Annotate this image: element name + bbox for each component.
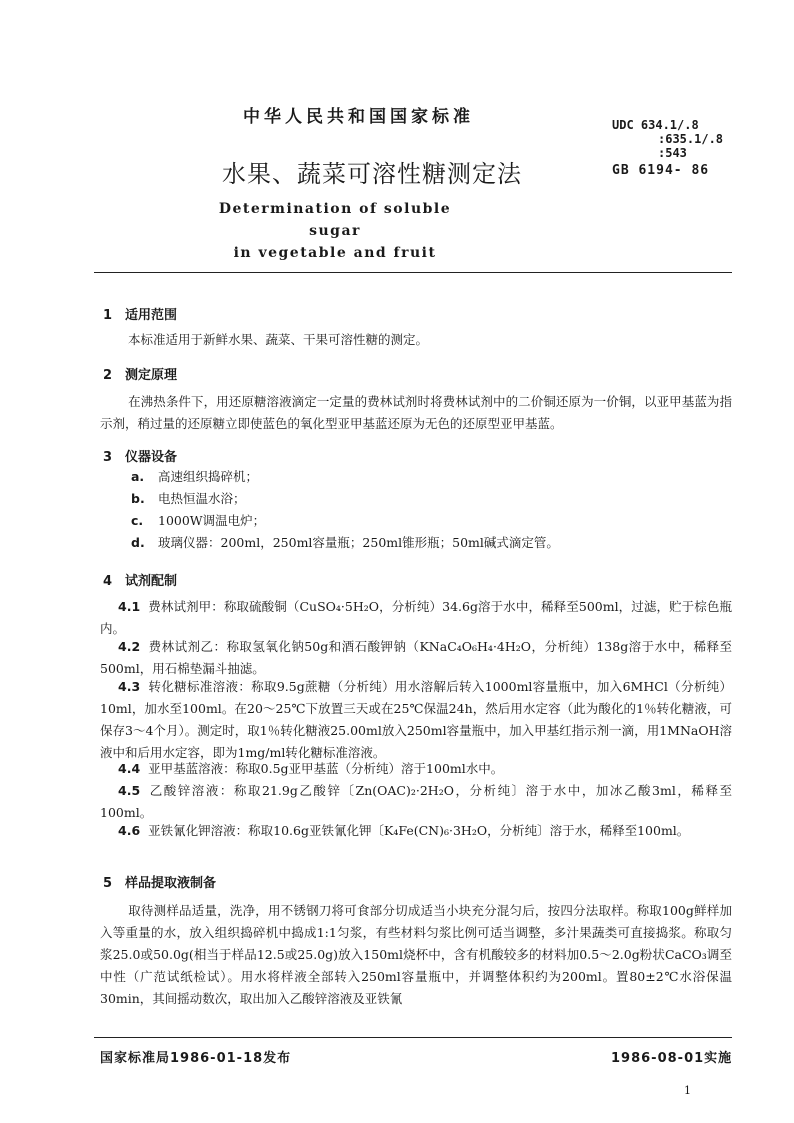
- standard-title-cn: 水果、蔬菜可溶性糖测定法: [222, 160, 522, 188]
- section-1-body: [100, 329, 732, 351]
- equipment-item: [131, 467, 258, 485]
- list-marker: d.: [131, 535, 145, 550]
- paragraph-text: 亚铁氰化钾溶液：称取10.6g亚铁氰化钾〔K₄Fe(CN)₆·3H₂O，分析纯〕溶于水，稀释至100ml。: [148, 823, 690, 838]
- section-3-heading: [103, 446, 177, 465]
- standard-title-en: [200, 198, 470, 264]
- paragraph-text: 费林试剂甲：称取硫酸铜（CuSO₄·5H₂O，分析纯）34.6g溶于水中，稀释至500ml，过滤，贮于棕色瓶内。: [100, 599, 732, 636]
- list-text: 高速组织捣碎机；: [158, 469, 259, 484]
- list-marker: b.: [131, 491, 145, 506]
- reagent-4-5: [100, 780, 732, 824]
- reagent-4-2: [100, 636, 732, 680]
- paragraph-text: 亚甲基蓝溶液：称取0.5g亚甲基蓝（分析纯）溶于100ml水中。: [148, 761, 504, 776]
- gb-standard-code: GB 6194- 86: [612, 163, 710, 178]
- reagent-4-4: [100, 758, 732, 780]
- page-number: 1: [684, 1084, 691, 1097]
- section-number: 1: [103, 308, 113, 323]
- title-en-line-1: Determination of soluble sugar: [218, 201, 452, 239]
- issuing-body-title: 中华人民共和国国家标准: [243, 107, 474, 127]
- section-5-body: [100, 900, 732, 1010]
- equipment-item: [131, 489, 246, 507]
- list-text: 电热恒温水浴；: [158, 491, 246, 506]
- header-divider: [94, 272, 732, 273]
- paragraph-text: 本标准适用于新鲜水果、蔬菜、干果可溶性糖的测定。: [128, 332, 429, 347]
- section-2-heading: [103, 364, 177, 383]
- equipment-item: [131, 511, 265, 529]
- clause-number: 4.6: [118, 823, 141, 838]
- footer-divider: [94, 1037, 732, 1038]
- clause-number: 4.5: [118, 783, 141, 798]
- paragraph-text: 在沸热条件下，用还原糖溶液滴定一定量的费林试剂时将费林试剂中的二价铜还原为一价铜，以亚甲基蓝为指示剂，稍过量的还原糖立即使蓝色的氧化型亚甲基蓝还原为无色的还原型亚甲基蓝。: [100, 394, 732, 431]
- udc-line-3: :543: [658, 146, 687, 160]
- udc-classification: [612, 118, 723, 160]
- list-marker: c.: [131, 513, 144, 528]
- reagent-4-6: [100, 820, 732, 842]
- section-number: 4: [103, 574, 113, 589]
- list-text: 1000W调温电炉；: [158, 513, 266, 528]
- udc-line-2: :635.1/.8: [658, 132, 724, 146]
- section-title: 试剂配制: [125, 574, 178, 589]
- udc-line-1: UDC 634.1/.8: [612, 118, 699, 132]
- section-number: 2: [103, 368, 113, 383]
- list-marker: a.: [131, 469, 145, 484]
- section-5-heading: [103, 872, 216, 891]
- section-title: 测定原理: [125, 368, 178, 383]
- clause-number: 4.1: [118, 599, 141, 614]
- reagent-4-1: [100, 596, 732, 640]
- title-en-line-2: in vegetable and fruit: [233, 245, 437, 261]
- issue-date: 国家标准局1986-01-18发布: [100, 1051, 292, 1066]
- paragraph-text: 乙酸锌溶液：称取21.9g乙酸锌〔Zn(OAC)₂·2H₂O，分析纯〕溶于水中，加冰乙酸3ml，稀释至100ml。: [100, 783, 732, 820]
- section-title: 适用范围: [125, 308, 178, 323]
- section-2-body: [100, 391, 732, 435]
- section-number: 3: [103, 450, 113, 465]
- section-4-heading: [103, 570, 177, 589]
- clause-number: 4.2: [118, 639, 141, 654]
- paragraph-text: 取待测样品适量，洗净，用不锈钢刀将可食部分切成适当小块充分混匀后，按四分法取样。称取100g鲜样加入等重量的水，放入组织捣碎机中捣成1:1匀浆，有些材料匀浆比例可适当调整，多汁果蔬类可直接捣浆。称取匀浆25.0或50.0g(相当于样品12.5或25.0g)放入150ml烧杯中，含有机酸较多的材料加0.5～2.0g粉状CaCO₃调至中性（广范试纸检试）。用水将样液全部转入250ml容量瓶中，并调整体积约为200ml。置80±2℃水浴保温30min，其间摇动数次，取出加入乙酸锌溶液及亚铁氰: [100, 903, 732, 1006]
- paragraph-text: 费林试剂乙：称取氢氧化钠50g和酒石酸钾钠（KNaC₄O₆H₄·4H₂O，分析纯）138g溶于水中，稀释至500ml，用石棉垫漏斗抽滤。: [100, 639, 732, 676]
- clause-number: 4.3: [118, 679, 141, 694]
- section-title: 样品提取液制备: [125, 876, 217, 891]
- section-1-heading: [103, 304, 177, 323]
- reagent-4-3: [100, 676, 732, 764]
- list-text: 玻璃仪器：200ml，250ml容量瓶；250ml锥形瓶；50ml碱式滴定管。: [158, 535, 559, 550]
- section-number: 5: [103, 876, 113, 891]
- effective-date: 1986-08-01实施: [611, 1051, 733, 1066]
- equipment-item: [131, 533, 559, 551]
- section-title: 仪器设备: [125, 450, 178, 465]
- paragraph-text: 转化糖标准溶液：称取9.5g蔗糖（分析纯）用水溶解后转入1000ml容量瓶中，加入6MHCl（分析纯）10ml，加水至100ml。在20～25℃下放置三天或在25℃保温24h，然后用水定容（此为酸化的1％转化糖液，可保存3～4个月）。测定时，取1％转化糖液25.00ml放入250ml容量瓶中，加入甲基红指示剂一滴，用1MNaOH溶液中和后用水定容，即为1mg/ml转化糖标准溶液。: [100, 679, 732, 760]
- clause-number: 4.4: [118, 761, 141, 776]
